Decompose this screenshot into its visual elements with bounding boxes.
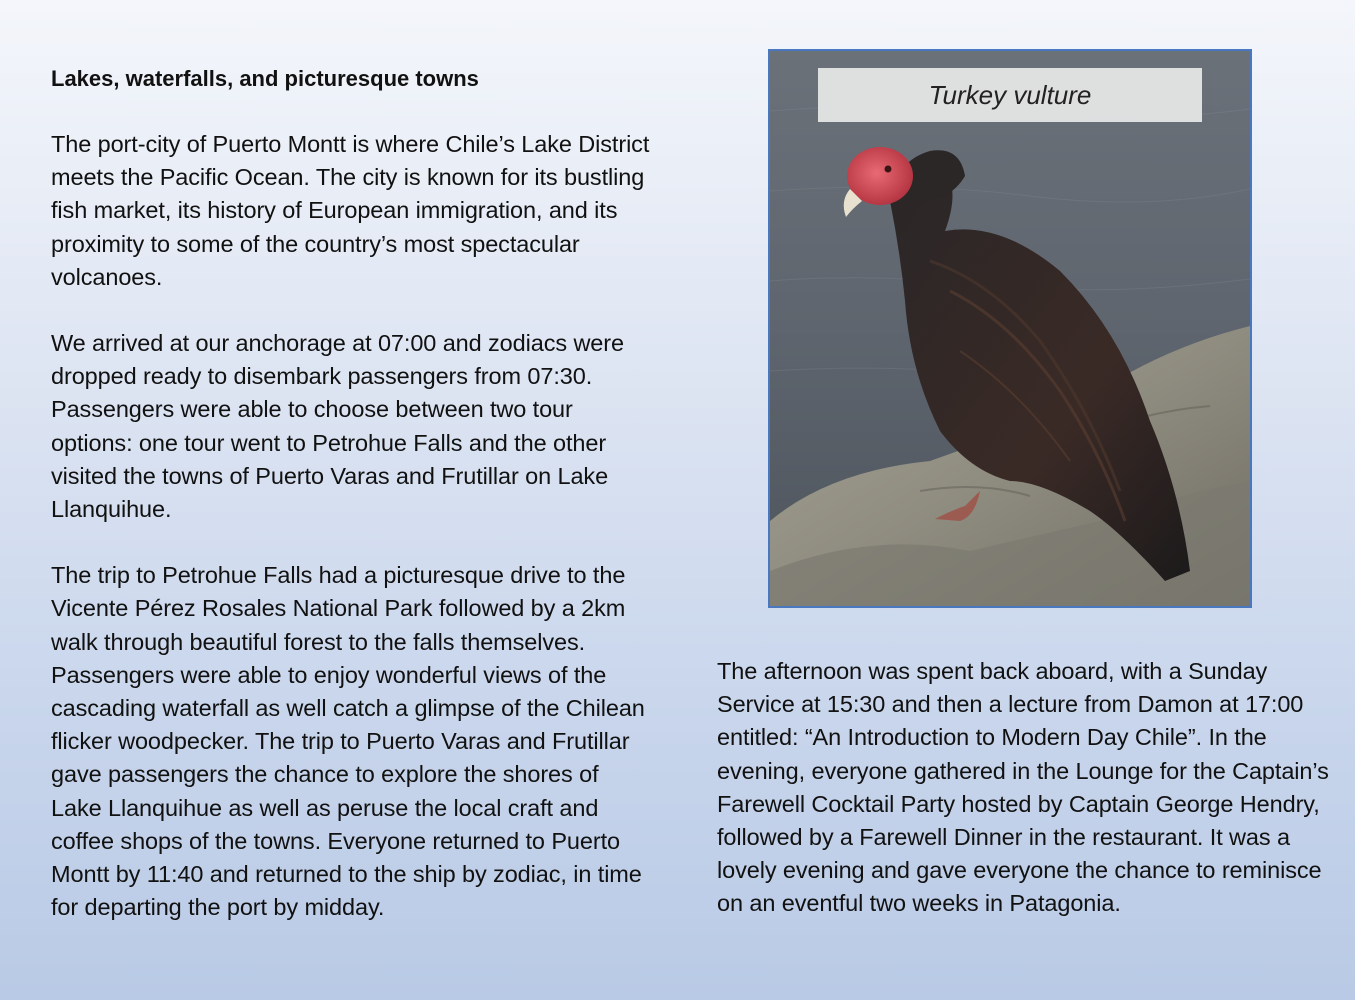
left-column: [51, 62, 651, 957]
article-heading: Lakes, waterfalls, and picturesque towns: [51, 66, 479, 91]
paragraph-intro: The port-city of Puerto Montt is where Chile’s Lake District meets the Pacific Ocean. The city is known for its bustling fish market, its history of European immigration, and its proximity to some of the country’s most spectacular volcanoes.: [51, 131, 650, 290]
photo-caption: Turkey vulture: [818, 68, 1202, 122]
turkey-vulture-photo: [768, 49, 1252, 608]
paragraph-afternoon: The afternoon was spent back aboard, with a Sunday Service at 15:30 and then a lecture from Damon at 17:00 entitled: “An Introduction to Modern Day Chile”. In the evening, everyone gathered in the Lounge for the Captain’s Farewell Cocktail Party hosted by Captain George Hendry, followed by a Farewell Dinner in the restaurant. It was a lovely evening and gave everyone the chance to reminisce on an eventful two weeks in Patagonia.: [717, 658, 1329, 917]
right-column: [717, 655, 1337, 921]
paragraph-tours: The trip to Petrohue Falls had a picturesque drive to the Vicente Pérez Rosales National Park followed by a 2km walk through beautiful forest to the falls themselves. Passengers were able to enjoy wonderful views of the cascading waterfall as well catch a glimpse of the Chilean flicker woodpecker. The trip to Puerto Varas and Frutillar gave passengers the chance to explore the shores of Lake Llanquihue as well as peruse the local craft and coffee shops of the towns. Everyone returned to Puerto Montt by 11:40 and returned to the ship by zodiac, in time for departing the port by midday.: [51, 562, 645, 921]
vulture-illustration: [770, 51, 1250, 606]
paragraph-arrival: We arrived at our anchorage at 07:00 and zodiacs were dropped ready to disembark passengers from 07:30. Passengers were able to choose between two tour options: one tour went to Petrohue Falls and the other visited the towns of Puerto Varas and Frutillar on Lake Llanquihue.: [51, 330, 624, 523]
